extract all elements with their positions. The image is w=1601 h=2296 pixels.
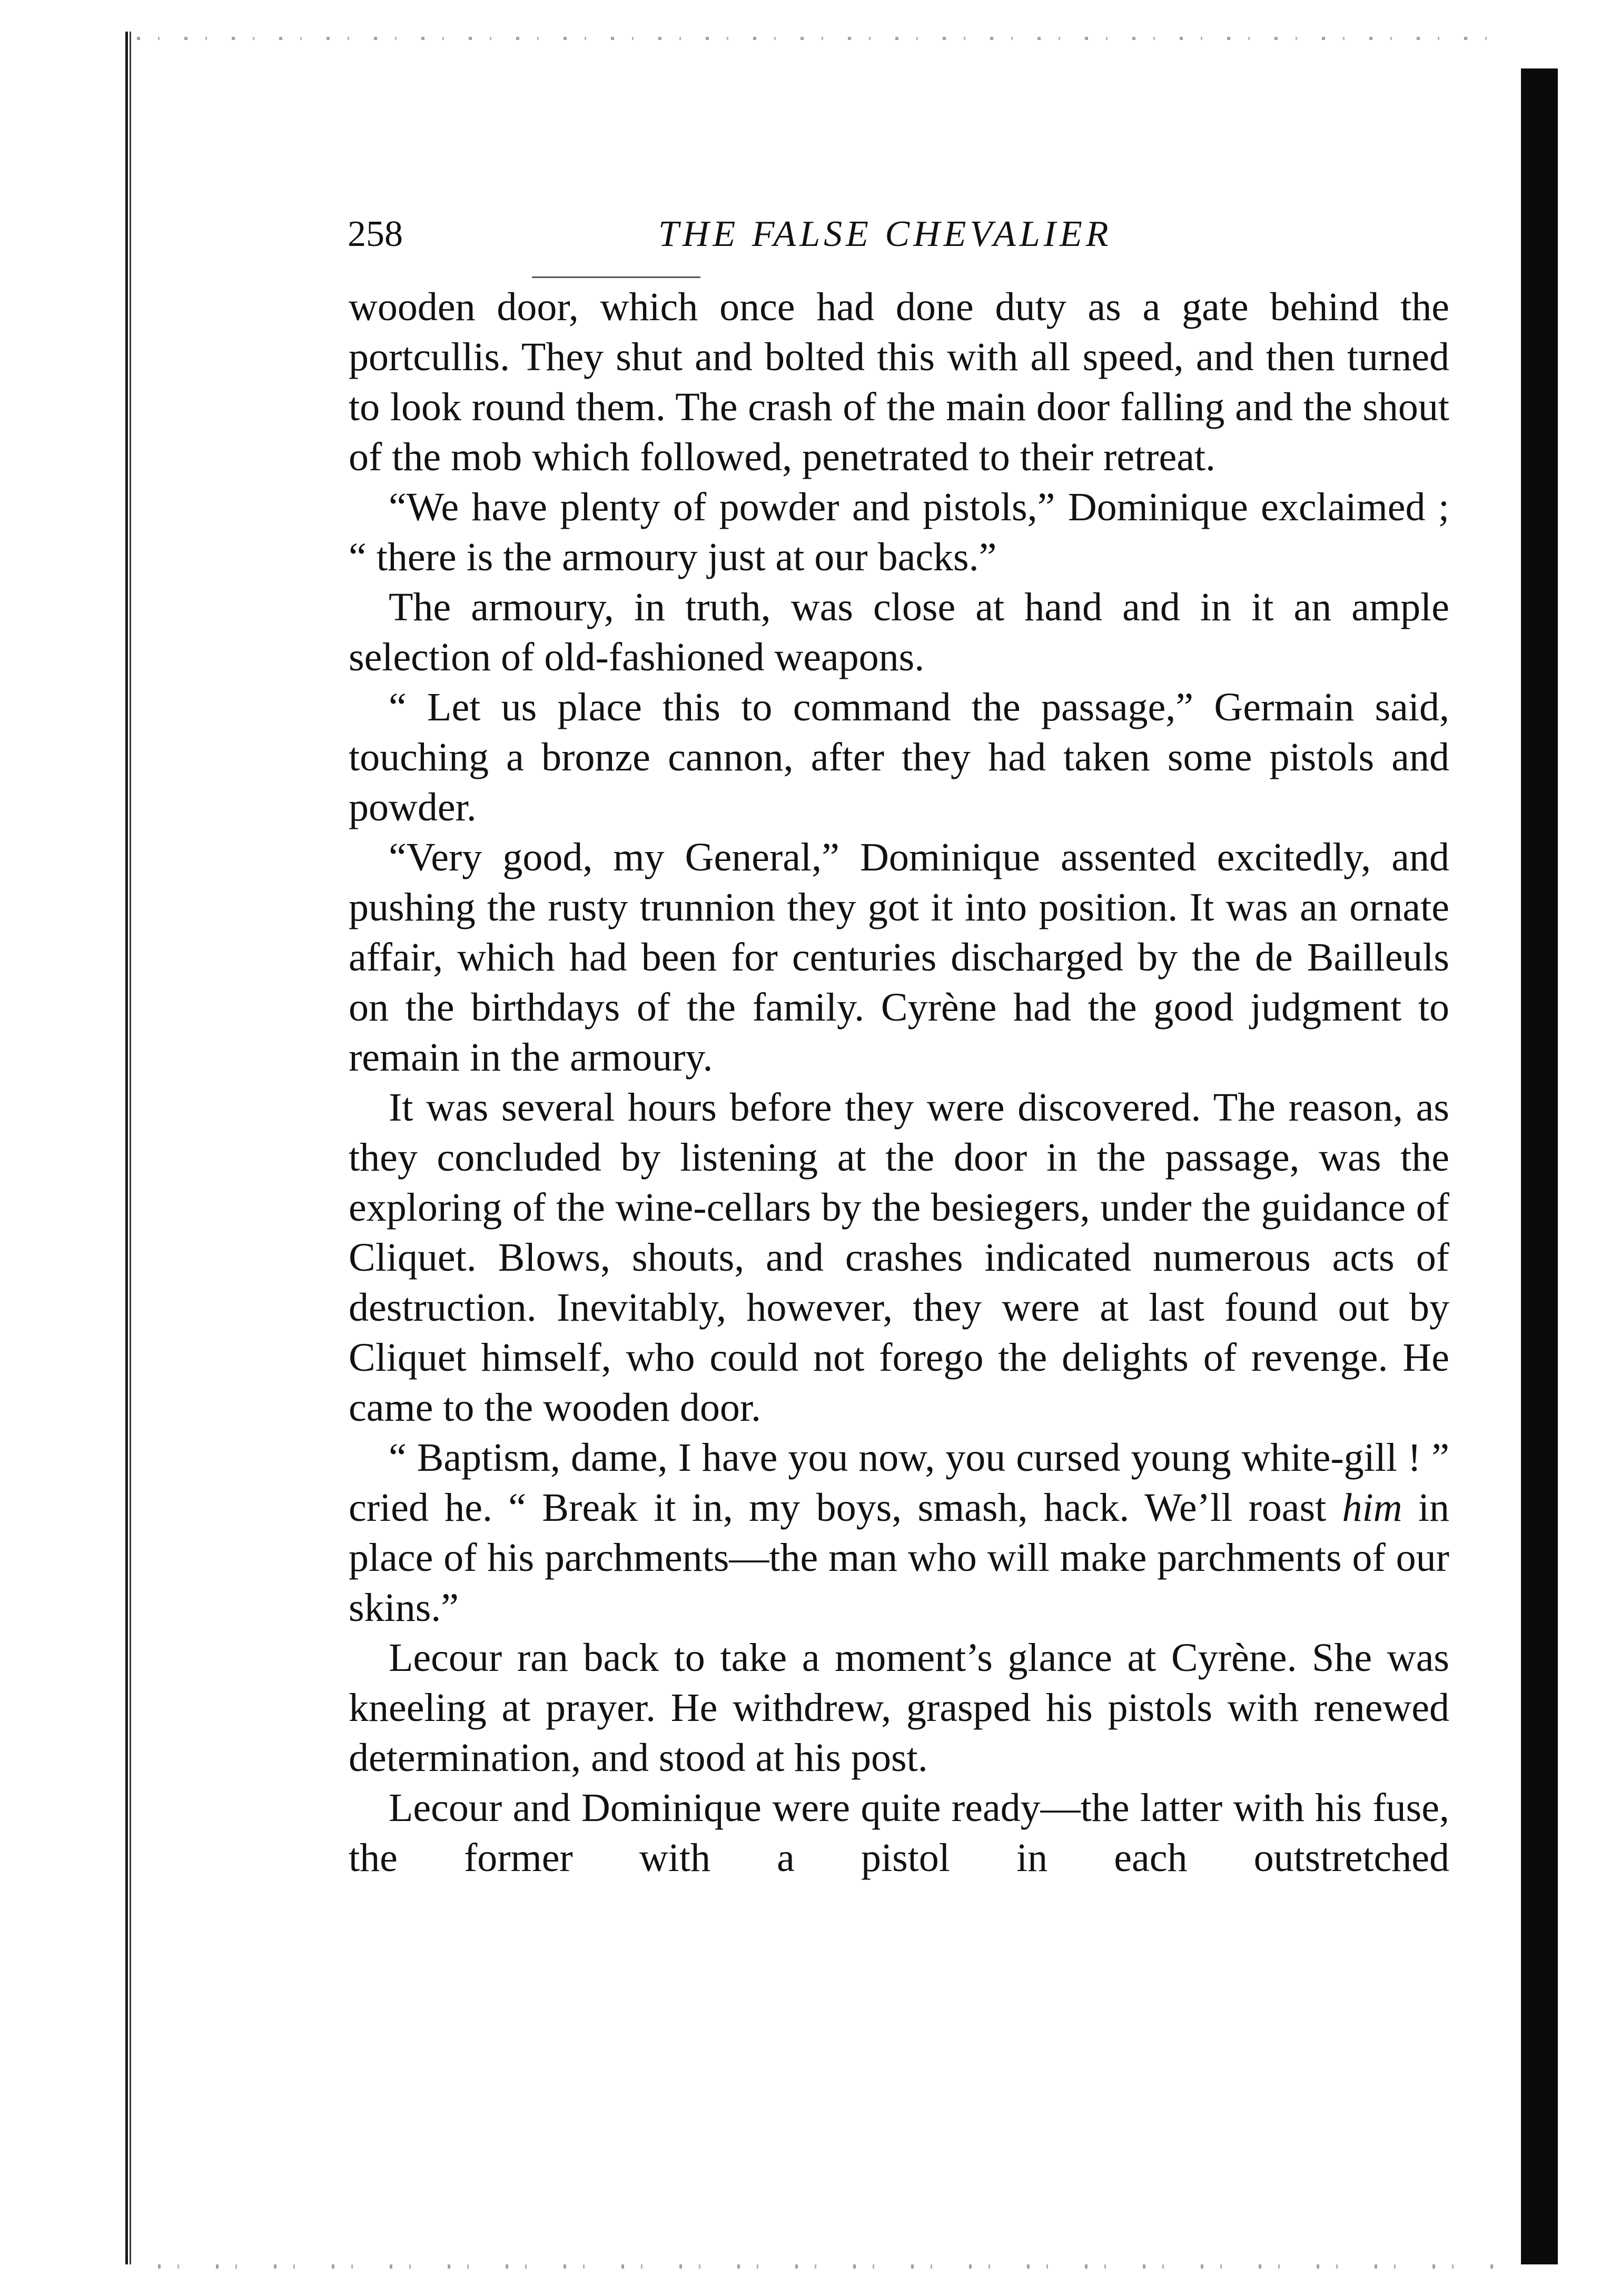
body-text <box>349 282 1449 1883</box>
scan-left-edge <box>125 32 133 2264</box>
paragraph-6: It was several hours before they were discovered. The reason, as they concluded by listening at the door in the passage, was the exploring of the wine-cellars by the besiegers, under the guidance of Cliquet. Blows, shouts, and crashes indicated numerous acts of destruction. Inevitably, however, they were at last found out by Cliquet himself, who could not forego the delights of revenge. He came to the wooden door. <box>349 1085 1449 1430</box>
paragraph-9: Lecour and Dominique were quite ready—the latter with his fuse, the former with a pistol in each outstretched <box>349 1786 1449 1880</box>
scan-right-edge <box>1521 68 1558 2264</box>
header-rule <box>532 276 700 278</box>
paragraph-8: Lecour ran back to take a moment’s glance at Cyrène. She was kneeling at prayer. He withdrew, grasped his pistols with renewed determination, and stood at his post. <box>349 1636 1449 1780</box>
page-header <box>348 211 1132 258</box>
paragraph-7-emphasis: him <box>1342 1486 1402 1530</box>
paragraph-7-after: in place of his parchments—the man who will make parchments of our skins.” <box>349 1486 1449 1630</box>
scan-top-noise <box>137 37 1506 40</box>
scan-bottom-noise <box>158 2264 1501 2269</box>
paragraph-4: “ Let us place this to command the passage,” Germain said, touching a bronze cannon, after they had taken some pistols and powder. <box>349 685 1449 829</box>
paragraph-3: The armoury, in truth, was close at hand and in it an ample selection of old-fashioned weapons. <box>349 585 1449 679</box>
page-number: 258 <box>348 214 403 254</box>
paragraph-2: “We have plenty of powder and pistols,” Dominique exclaimed ; “ there is the armoury just at our backs.” <box>349 485 1449 579</box>
running-title: THE FALSE CHEVALIER <box>658 214 1112 254</box>
paragraph-7-before: “ Baptism, dame, I have you now, you cursed young white-gill ! ” cried he. “ Break it in, my boys, smash, hack. We’ll roast <box>349 1436 1449 1530</box>
paragraph-1: wooden door, which once had done duty as a gate behind the portcullis. They shut and bolted this with all speed, and then turned to look round them. The crash of the main door falling and the shout of the mob which followed, penetrated to their retreat. <box>349 285 1449 479</box>
paragraph-7 <box>349 1433 1449 1633</box>
paragraph-5: “Very good, my General,” Dominique assented excitedly, and pushing the rusty trunnion they got it into position. It was an ornate affair, which had been for centuries discharged by the de Bailleuls on the birthdays of the family. Cyrène had the good judgment to remain in the armoury. <box>349 835 1449 1080</box>
